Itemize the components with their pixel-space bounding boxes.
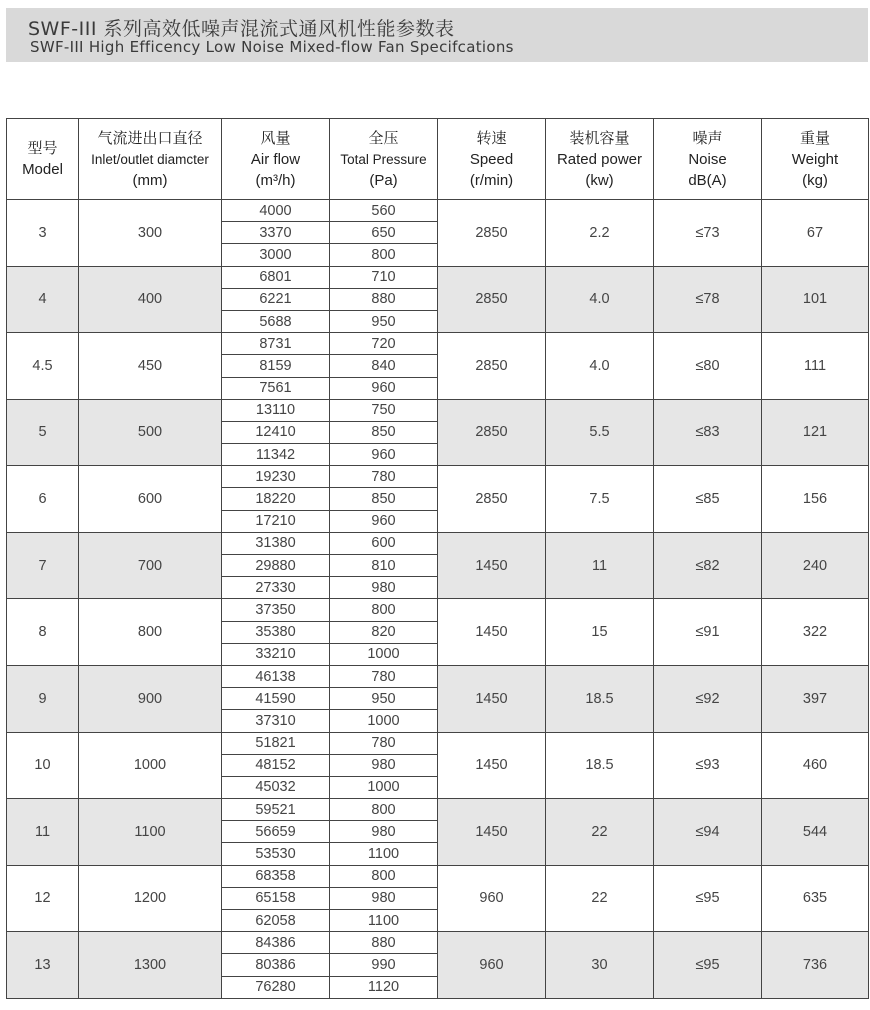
cell-power: 4.0 <box>546 266 654 333</box>
cell-pressure: 840 <box>330 355 438 377</box>
cell-weight: 635 <box>762 865 869 932</box>
cell-noise: ≤83 <box>654 399 762 466</box>
cell-airflow: 35380 <box>222 621 330 643</box>
cell-airflow: 11342 <box>222 444 330 466</box>
cell-speed: 2850 <box>438 399 546 466</box>
cell-airflow: 6801 <box>222 266 330 288</box>
cell-airflow: 29880 <box>222 555 330 577</box>
cell-airflow: 59521 <box>222 799 330 821</box>
cell-pressure: 880 <box>330 288 438 310</box>
cell-pressure: 1000 <box>330 710 438 732</box>
header-model-en: Model <box>22 161 63 178</box>
cell-noise: ≤78 <box>654 266 762 333</box>
cell-airflow: 8731 <box>222 333 330 355</box>
header-noise-cn: 噪声 <box>692 128 723 147</box>
header-pressure-cn: 全压 <box>368 128 399 147</box>
table-row <box>7 865 869 887</box>
cell-airflow: 46138 <box>222 665 330 687</box>
table-row <box>7 732 869 754</box>
cell-airflow: 84386 <box>222 932 330 954</box>
cell-pressure: 800 <box>330 244 438 266</box>
cell-speed: 1450 <box>438 532 546 599</box>
cell-diameter: 450 <box>79 333 222 400</box>
cell-pressure: 780 <box>330 466 438 488</box>
header-diameter-cn: 气流进出口直径 <box>97 128 203 147</box>
cell-airflow: 37310 <box>222 710 330 732</box>
cell-weight: 736 <box>762 932 869 999</box>
cell-diameter: 700 <box>79 532 222 599</box>
cell-noise: ≤73 <box>654 200 762 267</box>
page-title-chinese: SWF-III 系列高效低噪声混流式通风机性能参数表 <box>28 18 455 40</box>
cell-airflow: 80386 <box>222 954 330 976</box>
cell-airflow: 27330 <box>222 577 330 599</box>
cell-speed: 1450 <box>438 599 546 666</box>
cell-airflow: 48152 <box>222 754 330 776</box>
cell-weight: 156 <box>762 466 869 533</box>
table-row <box>7 599 869 621</box>
cell-speed: 2850 <box>438 200 546 267</box>
header-airflow-en: Air flow <box>250 150 301 168</box>
cell-noise: ≤85 <box>654 466 762 533</box>
cell-weight: 460 <box>762 732 869 799</box>
header-model-cn: 型号 <box>27 139 58 157</box>
cell-model: 11 <box>7 799 79 866</box>
cell-speed: 1450 <box>438 799 546 866</box>
cell-airflow: 4000 <box>222 200 330 222</box>
header-noise <box>654 119 762 200</box>
cell-noise: ≤94 <box>654 799 762 866</box>
cell-speed: 1450 <box>438 732 546 799</box>
cell-power: 18.5 <box>546 732 654 799</box>
cell-model: 10 <box>7 732 79 799</box>
table-row <box>7 466 869 488</box>
cell-model: 5 <box>7 399 79 466</box>
cell-airflow: 41590 <box>222 688 330 710</box>
cell-speed: 960 <box>438 932 546 999</box>
header-airflow <box>222 119 330 200</box>
cell-pressure: 1120 <box>330 976 438 998</box>
header-speed <box>438 119 546 200</box>
cell-airflow: 53530 <box>222 843 330 865</box>
cell-speed: 1450 <box>438 665 546 732</box>
cell-speed: 2850 <box>438 266 546 333</box>
cell-weight: 67 <box>762 200 869 267</box>
header-row <box>7 119 869 200</box>
cell-pressure: 980 <box>330 754 438 776</box>
cell-airflow: 33210 <box>222 643 330 665</box>
cell-power: 22 <box>546 799 654 866</box>
cell-model: 8 <box>7 599 79 666</box>
header-airflow-cn: 风量 <box>260 128 291 147</box>
cell-power: 18.5 <box>546 665 654 732</box>
cell-airflow: 37350 <box>222 599 330 621</box>
cell-airflow: 6221 <box>222 288 330 310</box>
cell-weight: 544 <box>762 799 869 866</box>
cell-pressure: 1000 <box>330 643 438 665</box>
header-weight-en: Weight <box>791 150 839 168</box>
cell-pressure: 820 <box>330 621 438 643</box>
cell-pressure: 980 <box>330 821 438 843</box>
table-row <box>7 333 869 355</box>
cell-pressure: 800 <box>330 799 438 821</box>
table-row <box>7 200 869 222</box>
header-weight-cn: 重量 <box>799 128 830 147</box>
cell-pressure: 710 <box>330 266 438 288</box>
cell-airflow: 45032 <box>222 776 330 798</box>
cell-noise: ≤82 <box>654 532 762 599</box>
cell-power: 30 <box>546 932 654 999</box>
cell-weight: 111 <box>762 333 869 400</box>
header-diameter-en: Inlet/outlet diamcter <box>91 151 209 167</box>
cell-pressure: 1100 <box>330 910 438 932</box>
cell-pressure: 950 <box>330 688 438 710</box>
cell-pressure: 980 <box>330 887 438 909</box>
cell-airflow: 62058 <box>222 910 330 932</box>
cell-model: 3 <box>7 200 79 267</box>
cell-power: 7.5 <box>546 466 654 533</box>
cell-pressure: 960 <box>330 444 438 466</box>
header-diameter <box>79 119 222 200</box>
cell-power: 22 <box>546 865 654 932</box>
header-model <box>7 119 79 200</box>
cell-power: 5.5 <box>546 399 654 466</box>
cell-diameter: 400 <box>79 266 222 333</box>
cell-pressure: 1000 <box>330 776 438 798</box>
cell-model: 6 <box>7 466 79 533</box>
cell-speed: 2850 <box>438 466 546 533</box>
cell-diameter: 1200 <box>79 865 222 932</box>
cell-pressure: 650 <box>330 222 438 244</box>
header-airflow-unit: (m³/h) <box>255 171 296 189</box>
cell-model: 7 <box>7 532 79 599</box>
cell-noise: ≤95 <box>654 865 762 932</box>
cell-power: 4.0 <box>546 333 654 400</box>
table-row <box>7 932 869 954</box>
cell-weight: 397 <box>762 665 869 732</box>
header-power-en: Rated power <box>556 150 643 168</box>
cell-airflow: 17210 <box>222 510 330 532</box>
header-speed-unit: (r/min) <box>469 171 514 189</box>
title-bar <box>6 8 868 62</box>
header-weight <box>762 119 869 200</box>
table-row <box>7 399 869 421</box>
cell-diameter: 800 <box>79 599 222 666</box>
page-title-english: SWF-III High Efficency Low Noise Mixed-flow Fan Specifcations <box>30 38 514 56</box>
cell-diameter: 1000 <box>79 732 222 799</box>
cell-diameter: 1100 <box>79 799 222 866</box>
cell-noise: ≤91 <box>654 599 762 666</box>
cell-airflow: 5688 <box>222 310 330 332</box>
cell-airflow: 3000 <box>222 244 330 266</box>
cell-airflow: 7561 <box>222 377 330 399</box>
header-noise-en: Noise <box>688 150 727 168</box>
cell-noise: ≤93 <box>654 732 762 799</box>
header-pressure-unit: (Pa) <box>369 171 398 189</box>
header-weight-unit: (kg) <box>802 171 828 189</box>
cell-model: 4.5 <box>7 333 79 400</box>
cell-weight: 101 <box>762 266 869 333</box>
cell-model: 4 <box>7 266 79 333</box>
table-row <box>7 799 869 821</box>
cell-airflow: 12410 <box>222 421 330 443</box>
header-noise-unit: dB(A) <box>688 171 727 189</box>
header-power-unit: (kw) <box>585 171 614 189</box>
table-row <box>7 266 869 288</box>
cell-airflow: 13110 <box>222 399 330 421</box>
cell-pressure: 960 <box>330 510 438 532</box>
cell-noise: ≤95 <box>654 932 762 999</box>
cell-diameter: 500 <box>79 399 222 466</box>
cell-pressure: 990 <box>330 954 438 976</box>
cell-airflow: 51821 <box>222 732 330 754</box>
cell-airflow: 18220 <box>222 488 330 510</box>
cell-power: 15 <box>546 599 654 666</box>
header-speed-cn: 转速 <box>476 128 507 147</box>
cell-pressure: 560 <box>330 200 438 222</box>
cell-airflow: 56659 <box>222 821 330 843</box>
cell-pressure: 800 <box>330 865 438 887</box>
cell-diameter: 600 <box>79 466 222 533</box>
cell-pressure: 850 <box>330 488 438 510</box>
cell-power: 2.2 <box>546 200 654 267</box>
cell-pressure: 850 <box>330 421 438 443</box>
cell-airflow: 8159 <box>222 355 330 377</box>
table-row <box>7 665 869 687</box>
cell-pressure: 960 <box>330 377 438 399</box>
cell-pressure: 600 <box>330 532 438 554</box>
header-power-cn: 装机容量 <box>569 128 630 147</box>
cell-airflow: 3370 <box>222 222 330 244</box>
cell-airflow: 31380 <box>222 532 330 554</box>
header-diameter-unit: (mm) <box>132 171 168 189</box>
cell-pressure: 1100 <box>330 843 438 865</box>
cell-noise: ≤92 <box>654 665 762 732</box>
cell-pressure: 720 <box>330 333 438 355</box>
cell-airflow: 65158 <box>222 887 330 909</box>
cell-speed: 960 <box>438 865 546 932</box>
cell-speed: 2850 <box>438 333 546 400</box>
cell-pressure: 950 <box>330 310 438 332</box>
cell-pressure: 780 <box>330 732 438 754</box>
table-row <box>7 532 869 554</box>
header-power <box>546 119 654 200</box>
cell-model: 9 <box>7 665 79 732</box>
cell-model: 12 <box>7 865 79 932</box>
cell-diameter: 1300 <box>79 932 222 999</box>
cell-pressure: 810 <box>330 555 438 577</box>
cell-pressure: 750 <box>330 399 438 421</box>
cell-airflow: 19230 <box>222 466 330 488</box>
cell-weight: 240 <box>762 532 869 599</box>
header-pressure-en: Total Pressure <box>340 151 427 167</box>
cell-weight: 322 <box>762 599 869 666</box>
cell-airflow: 76280 <box>222 976 330 998</box>
cell-diameter: 900 <box>79 665 222 732</box>
cell-pressure: 780 <box>330 665 438 687</box>
spec-table <box>6 118 869 999</box>
spec-table-body <box>7 200 869 999</box>
cell-pressure: 980 <box>330 577 438 599</box>
cell-weight: 121 <box>762 399 869 466</box>
header-pressure <box>330 119 438 200</box>
cell-noise: ≤80 <box>654 333 762 400</box>
cell-pressure: 800 <box>330 599 438 621</box>
cell-airflow: 68358 <box>222 865 330 887</box>
cell-diameter: 300 <box>79 200 222 267</box>
cell-model: 13 <box>7 932 79 999</box>
cell-pressure: 880 <box>330 932 438 954</box>
header-speed-en: Speed <box>469 150 514 168</box>
cell-power: 11 <box>546 532 654 599</box>
